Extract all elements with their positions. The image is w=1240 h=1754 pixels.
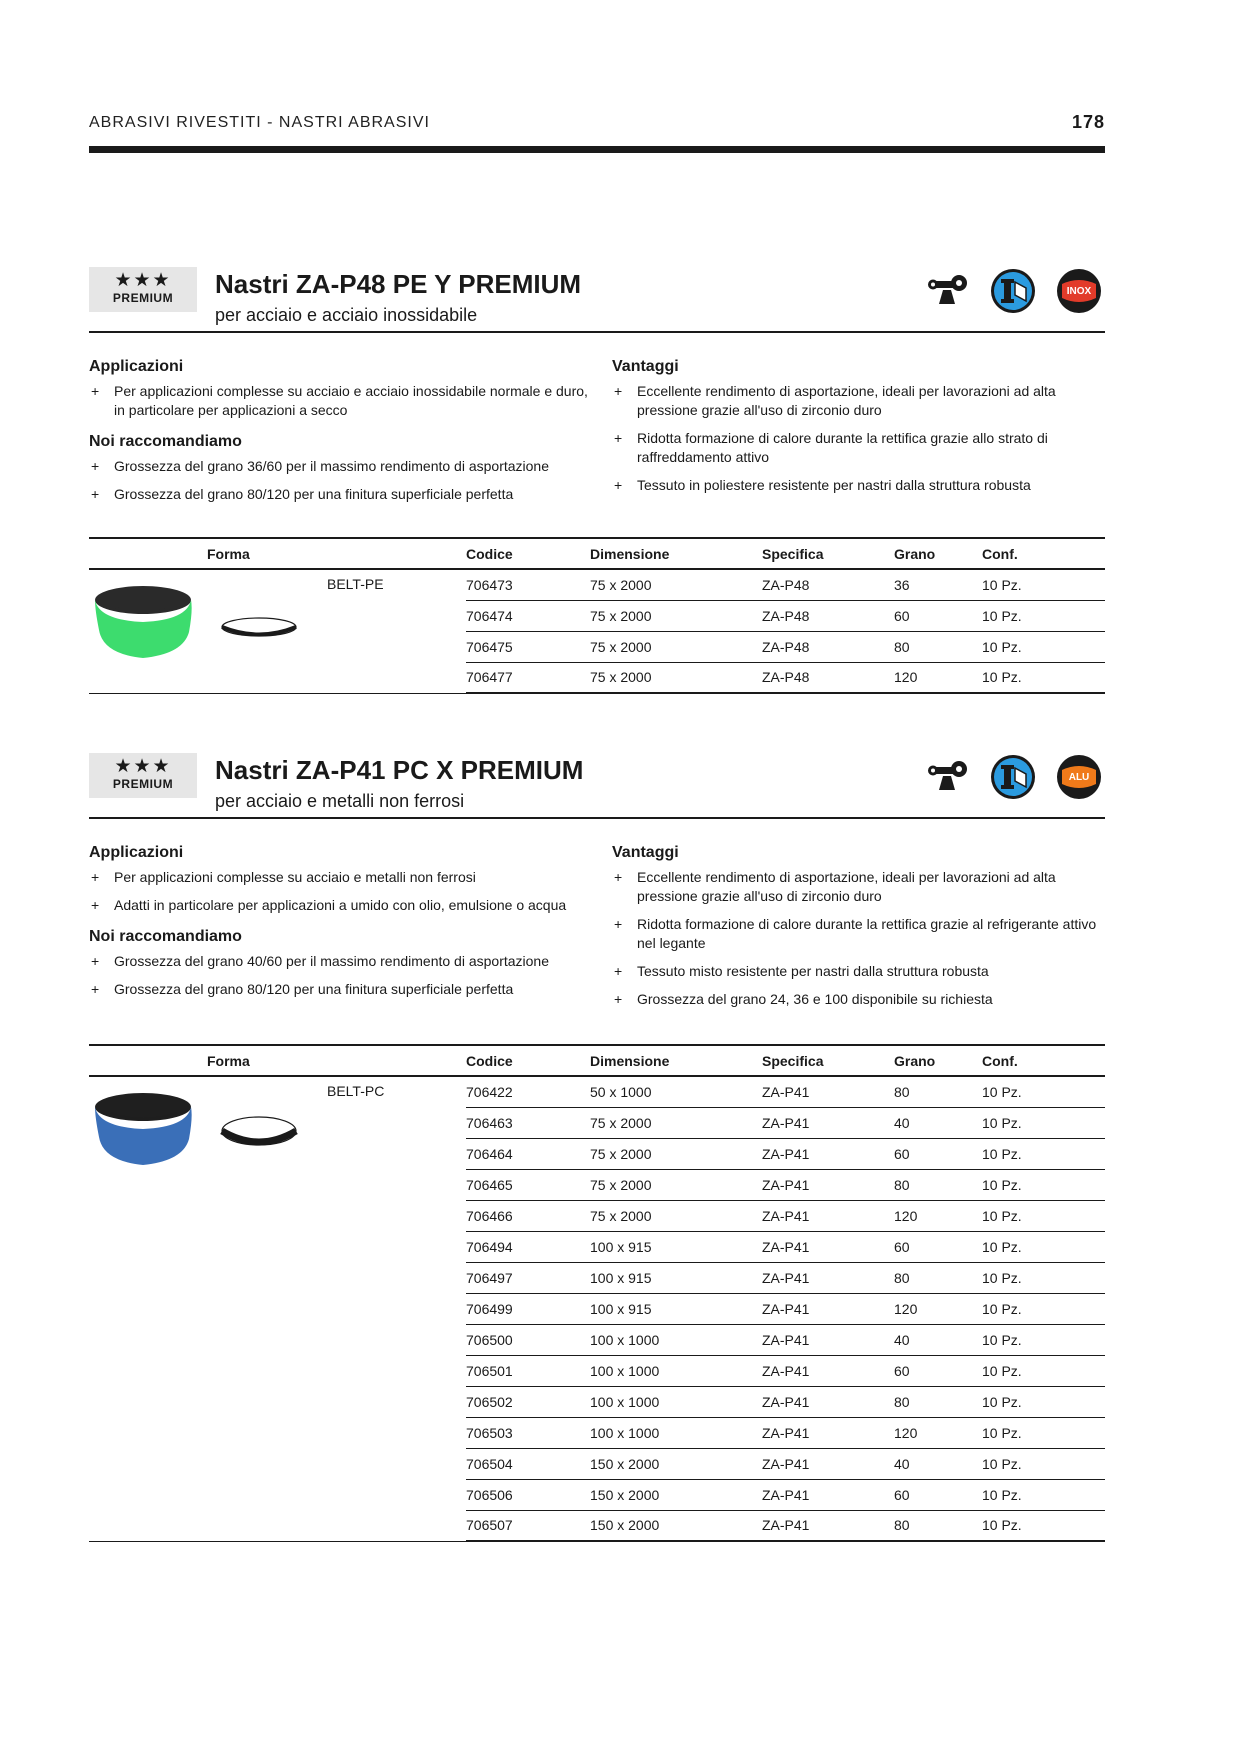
stars-icon: ★★★ — [114, 270, 172, 291]
dimension-cell: 75 x 2000 — [590, 1138, 762, 1169]
zirconia-grain-icon — [990, 268, 1036, 314]
column-header: Forma — [89, 538, 466, 569]
product-table — [89, 1044, 1105, 1542]
alu-label: ALU — [1068, 772, 1090, 783]
code-cell: 706474 — [466, 600, 590, 631]
code-cell: 706422 — [466, 1076, 590, 1107]
title-rule — [89, 817, 1105, 819]
table-row — [89, 1076, 1105, 1107]
product-subtitle: per acciaio e metalli non ferrosi — [215, 791, 465, 811]
grit-cell: 80 — [894, 1386, 982, 1417]
pack-cell: 10 Pz. — [982, 662, 1105, 693]
pack-cell: 10 Pz. — [982, 1076, 1105, 1107]
left-column — [89, 357, 589, 513]
recommend-heading: Noi raccomandiamo — [89, 928, 242, 945]
pack-cell: 10 Pz. — [982, 1355, 1105, 1386]
code-cell: 706500 — [466, 1324, 590, 1355]
belt-photo-icon — [91, 1087, 195, 1171]
stars-icon: ★★★ — [114, 756, 172, 777]
advantages-list — [612, 382, 1105, 495]
list-item: + Per applicazioni complesse su acciaio e acciaio inossidabile normale e duro, in particolare per applicazioni a secco — [89, 382, 589, 420]
spec-cell: ZA-P48 — [762, 631, 894, 662]
spec-cell: ZA-P41 — [762, 1200, 894, 1231]
advantages-heading: Vantaggi — [612, 844, 679, 861]
list-item: + Ridotta formazione di calore durante la rettifica grazie allo strato di raffreddamento attivo — [612, 429, 1105, 467]
dimension-cell: 75 x 2000 — [590, 662, 762, 693]
spec-cell: ZA-P41 — [762, 1076, 894, 1107]
dimension-cell: 100 x 1000 — [590, 1386, 762, 1417]
grit-cell: 60 — [894, 600, 982, 631]
product-subtitle: per acciaio e acciaio inossidabile — [215, 305, 478, 325]
dimension-cell: 50 x 1000 — [590, 1076, 762, 1107]
list-item: + Grossezza del grano 80/120 per una finitura superficiale perfetta — [89, 980, 589, 999]
pack-cell: 10 Pz. — [982, 1324, 1105, 1355]
spec-cell: ZA-P41 — [762, 1324, 894, 1355]
dimension-cell: 75 x 2000 — [590, 631, 762, 662]
premium-badge — [89, 753, 197, 798]
pack-cell: 10 Pz. — [982, 1293, 1105, 1324]
dimension-cell: 75 x 2000 — [590, 1169, 762, 1200]
pack-cell: 10 Pz. — [982, 1200, 1105, 1231]
product-table — [89, 537, 1105, 694]
list-item: + Tessuto misto resistente per nastri dalla struttura robusta — [612, 962, 1105, 981]
belt-grinder-icon — [925, 268, 969, 312]
alu-material-icon — [1056, 754, 1102, 800]
dimension-cell: 75 x 2000 — [590, 1107, 762, 1138]
grit-cell: 40 — [894, 1324, 982, 1355]
product-title: Nastri ZA-P48 PE Y PREMIUM — [215, 269, 582, 299]
column-header: Grano — [894, 1045, 982, 1076]
grit-cell: 80 — [894, 631, 982, 662]
dimension-cell: 100 x 915 — [590, 1231, 762, 1262]
dimension-cell: 150 x 2000 — [590, 1448, 762, 1479]
column-header: Codice — [466, 1045, 590, 1076]
premium-label: PREMIUM — [112, 777, 174, 791]
column-header: Conf. — [982, 538, 1105, 569]
pack-cell: 10 Pz. — [982, 1231, 1105, 1262]
spec-cell: ZA-P41 — [762, 1417, 894, 1448]
belt-photo-icon — [91, 580, 195, 664]
pack-cell: 10 Pz. — [982, 1262, 1105, 1293]
code-cell: 706503 — [466, 1417, 590, 1448]
grit-cell: 80 — [894, 1169, 982, 1200]
code-cell: 706507 — [466, 1510, 590, 1541]
column-header: Specifica — [762, 1045, 894, 1076]
form-label: BELT-PE — [327, 576, 384, 592]
column-header: Grano — [894, 538, 982, 569]
pack-cell: 10 Pz. — [982, 1479, 1105, 1510]
form-cell — [89, 1076, 466, 1541]
form-label: BELT-PC — [327, 1083, 385, 1099]
column-header: Forma — [89, 1045, 466, 1076]
application-icons — [925, 754, 1105, 802]
product-section-za-p48 — [89, 267, 1105, 697]
spec-cell: ZA-P41 — [762, 1479, 894, 1510]
list-item: + Grossezza del grano 24, 36 e 100 disponibile su richiesta — [612, 990, 1105, 1009]
dimension-cell: 75 x 2000 — [590, 569, 762, 600]
pack-cell: 10 Pz. — [982, 1138, 1105, 1169]
grit-cell: 40 — [894, 1107, 982, 1138]
list-item: + Grossezza del grano 36/60 per il massimo rendimento di asportazione — [89, 457, 589, 476]
spec-cell: ZA-P41 — [762, 1231, 894, 1262]
code-cell: 706473 — [466, 569, 590, 600]
spec-cell: ZA-P48 — [762, 662, 894, 693]
code-cell: 706506 — [466, 1479, 590, 1510]
recommend-list — [89, 952, 589, 999]
pack-cell: 10 Pz. — [982, 1448, 1105, 1479]
spec-cell: ZA-P48 — [762, 600, 894, 631]
spec-cell: ZA-P41 — [762, 1448, 894, 1479]
applications-heading: Applicazioni — [89, 358, 184, 375]
list-item: + Per applicazioni complesse su acciaio e metalli non ferrosi — [89, 868, 589, 887]
code-cell: 706504 — [466, 1448, 590, 1479]
table-row — [89, 569, 1105, 600]
dimension-cell: 100 x 915 — [590, 1262, 762, 1293]
section-title: ABRASIVI RIVESTITI - NASTRI ABRASIVI — [89, 114, 430, 131]
applications-heading: Applicazioni — [89, 844, 184, 861]
grit-cell: 120 — [894, 1417, 982, 1448]
list-item: + Eccellente rendimento di asportazione, ideali per lavorazioni ad alta pressione grazie all'uso di zirconio duro — [612, 868, 1105, 906]
title-rule — [89, 331, 1105, 333]
spec-cell: ZA-P41 — [762, 1262, 894, 1293]
column-header: Codice — [466, 538, 590, 569]
advantages-heading: Vantaggi — [612, 358, 679, 375]
column-header: Conf. — [982, 1045, 1105, 1076]
pack-cell: 10 Pz. — [982, 631, 1105, 662]
grit-cell: 120 — [894, 1293, 982, 1324]
recommend-list — [89, 457, 589, 504]
pack-cell: 10 Pz. — [982, 1386, 1105, 1417]
dimension-cell: 150 x 2000 — [590, 1479, 762, 1510]
right-column — [612, 357, 1105, 504]
advantages-list — [612, 868, 1105, 1009]
grit-cell: 40 — [894, 1448, 982, 1479]
zirconia-grain-icon — [990, 754, 1036, 800]
application-icons — [925, 268, 1105, 316]
code-cell: 706499 — [466, 1293, 590, 1324]
spec-cell: ZA-P41 — [762, 1169, 894, 1200]
spec-cell: ZA-P41 — [762, 1386, 894, 1417]
dimension-cell: 100 x 1000 — [590, 1324, 762, 1355]
premium-label: PREMIUM — [112, 291, 174, 305]
header-rule — [89, 146, 1105, 153]
list-item: + Eccellente rendimento di asportazione, ideali per lavorazioni ad alta pressione grazie all'uso di zirconio duro — [612, 382, 1105, 420]
right-column — [612, 843, 1105, 1018]
grit-cell: 80 — [894, 1262, 982, 1293]
grit-cell: 120 — [894, 1200, 982, 1231]
code-cell: 706466 — [466, 1200, 590, 1231]
code-cell: 706501 — [466, 1355, 590, 1386]
spec-cell: ZA-P41 — [762, 1138, 894, 1169]
spec-cell: ZA-P41 — [762, 1107, 894, 1138]
grit-cell: 120 — [894, 662, 982, 693]
column-header: Specifica — [762, 538, 894, 569]
pack-cell: 10 Pz. — [982, 569, 1105, 600]
grit-cell: 60 — [894, 1355, 982, 1386]
dimension-cell: 75 x 2000 — [590, 600, 762, 631]
pack-cell: 10 Pz. — [982, 1417, 1105, 1448]
product-title: Nastri ZA-P41 PC X PREMIUM — [215, 755, 584, 785]
product-section-za-p41 — [89, 753, 1105, 1553]
code-cell: 706465 — [466, 1169, 590, 1200]
pack-cell: 10 Pz. — [982, 1169, 1105, 1200]
belt-grinder-icon — [925, 754, 969, 798]
spec-cell: ZA-P41 — [762, 1293, 894, 1324]
dimension-cell: 75 x 2000 — [590, 1200, 762, 1231]
spec-cell: ZA-P48 — [762, 569, 894, 600]
list-item: + Grossezza del grano 80/120 per una finitura superficiale perfetta — [89, 485, 589, 504]
grit-cell: 80 — [894, 1510, 982, 1541]
belt-shape-icon — [219, 612, 299, 642]
spec-cell: ZA-P41 — [762, 1355, 894, 1386]
belt-shape-icon — [219, 1113, 299, 1157]
pack-cell: 10 Pz. — [982, 1510, 1105, 1541]
code-cell: 706464 — [466, 1138, 590, 1169]
code-cell: 706497 — [466, 1262, 590, 1293]
code-cell: 706477 — [466, 662, 590, 693]
applications-list — [89, 382, 589, 420]
list-item: + Grossezza del grano 40/60 per il massimo rendimento di asportazione — [89, 952, 589, 971]
dimension-cell: 100 x 915 — [590, 1293, 762, 1324]
grit-cell: 36 — [894, 569, 982, 600]
list-item: + Ridotta formazione di calore durante la rettifica grazie al refrigerante attivo nel legante — [612, 915, 1105, 953]
code-cell: 706494 — [466, 1231, 590, 1262]
page-number: 178 — [1071, 112, 1105, 132]
pack-cell: 10 Pz. — [982, 600, 1105, 631]
spec-cell: ZA-P41 — [762, 1510, 894, 1541]
code-cell: 706475 — [466, 631, 590, 662]
form-cell — [89, 569, 466, 693]
page-header — [89, 112, 1105, 136]
inox-label: INOX — [1066, 286, 1092, 297]
inox-material-icon — [1056, 268, 1102, 314]
dimension-cell: 100 x 1000 — [590, 1417, 762, 1448]
left-column — [89, 843, 589, 1008]
premium-badge — [89, 267, 197, 312]
applications-list — [89, 868, 589, 915]
list-item: + Adatti in particolare per applicazioni a umido con olio, emulsione o acqua — [89, 896, 589, 915]
dimension-cell: 150 x 2000 — [590, 1510, 762, 1541]
code-cell: 706463 — [466, 1107, 590, 1138]
dimension-cell: 100 x 1000 — [590, 1355, 762, 1386]
list-item: + Tessuto in poliestere resistente per nastri dalla struttura robusta — [612, 476, 1105, 495]
grit-cell: 60 — [894, 1138, 982, 1169]
pack-cell: 10 Pz. — [982, 1107, 1105, 1138]
grit-cell: 80 — [894, 1076, 982, 1107]
grit-cell: 60 — [894, 1231, 982, 1262]
recommend-heading: Noi raccomandiamo — [89, 433, 242, 450]
grit-cell: 60 — [894, 1479, 982, 1510]
code-cell: 706502 — [466, 1386, 590, 1417]
column-header: Dimensione — [590, 1045, 762, 1076]
column-header: Dimensione — [590, 538, 762, 569]
